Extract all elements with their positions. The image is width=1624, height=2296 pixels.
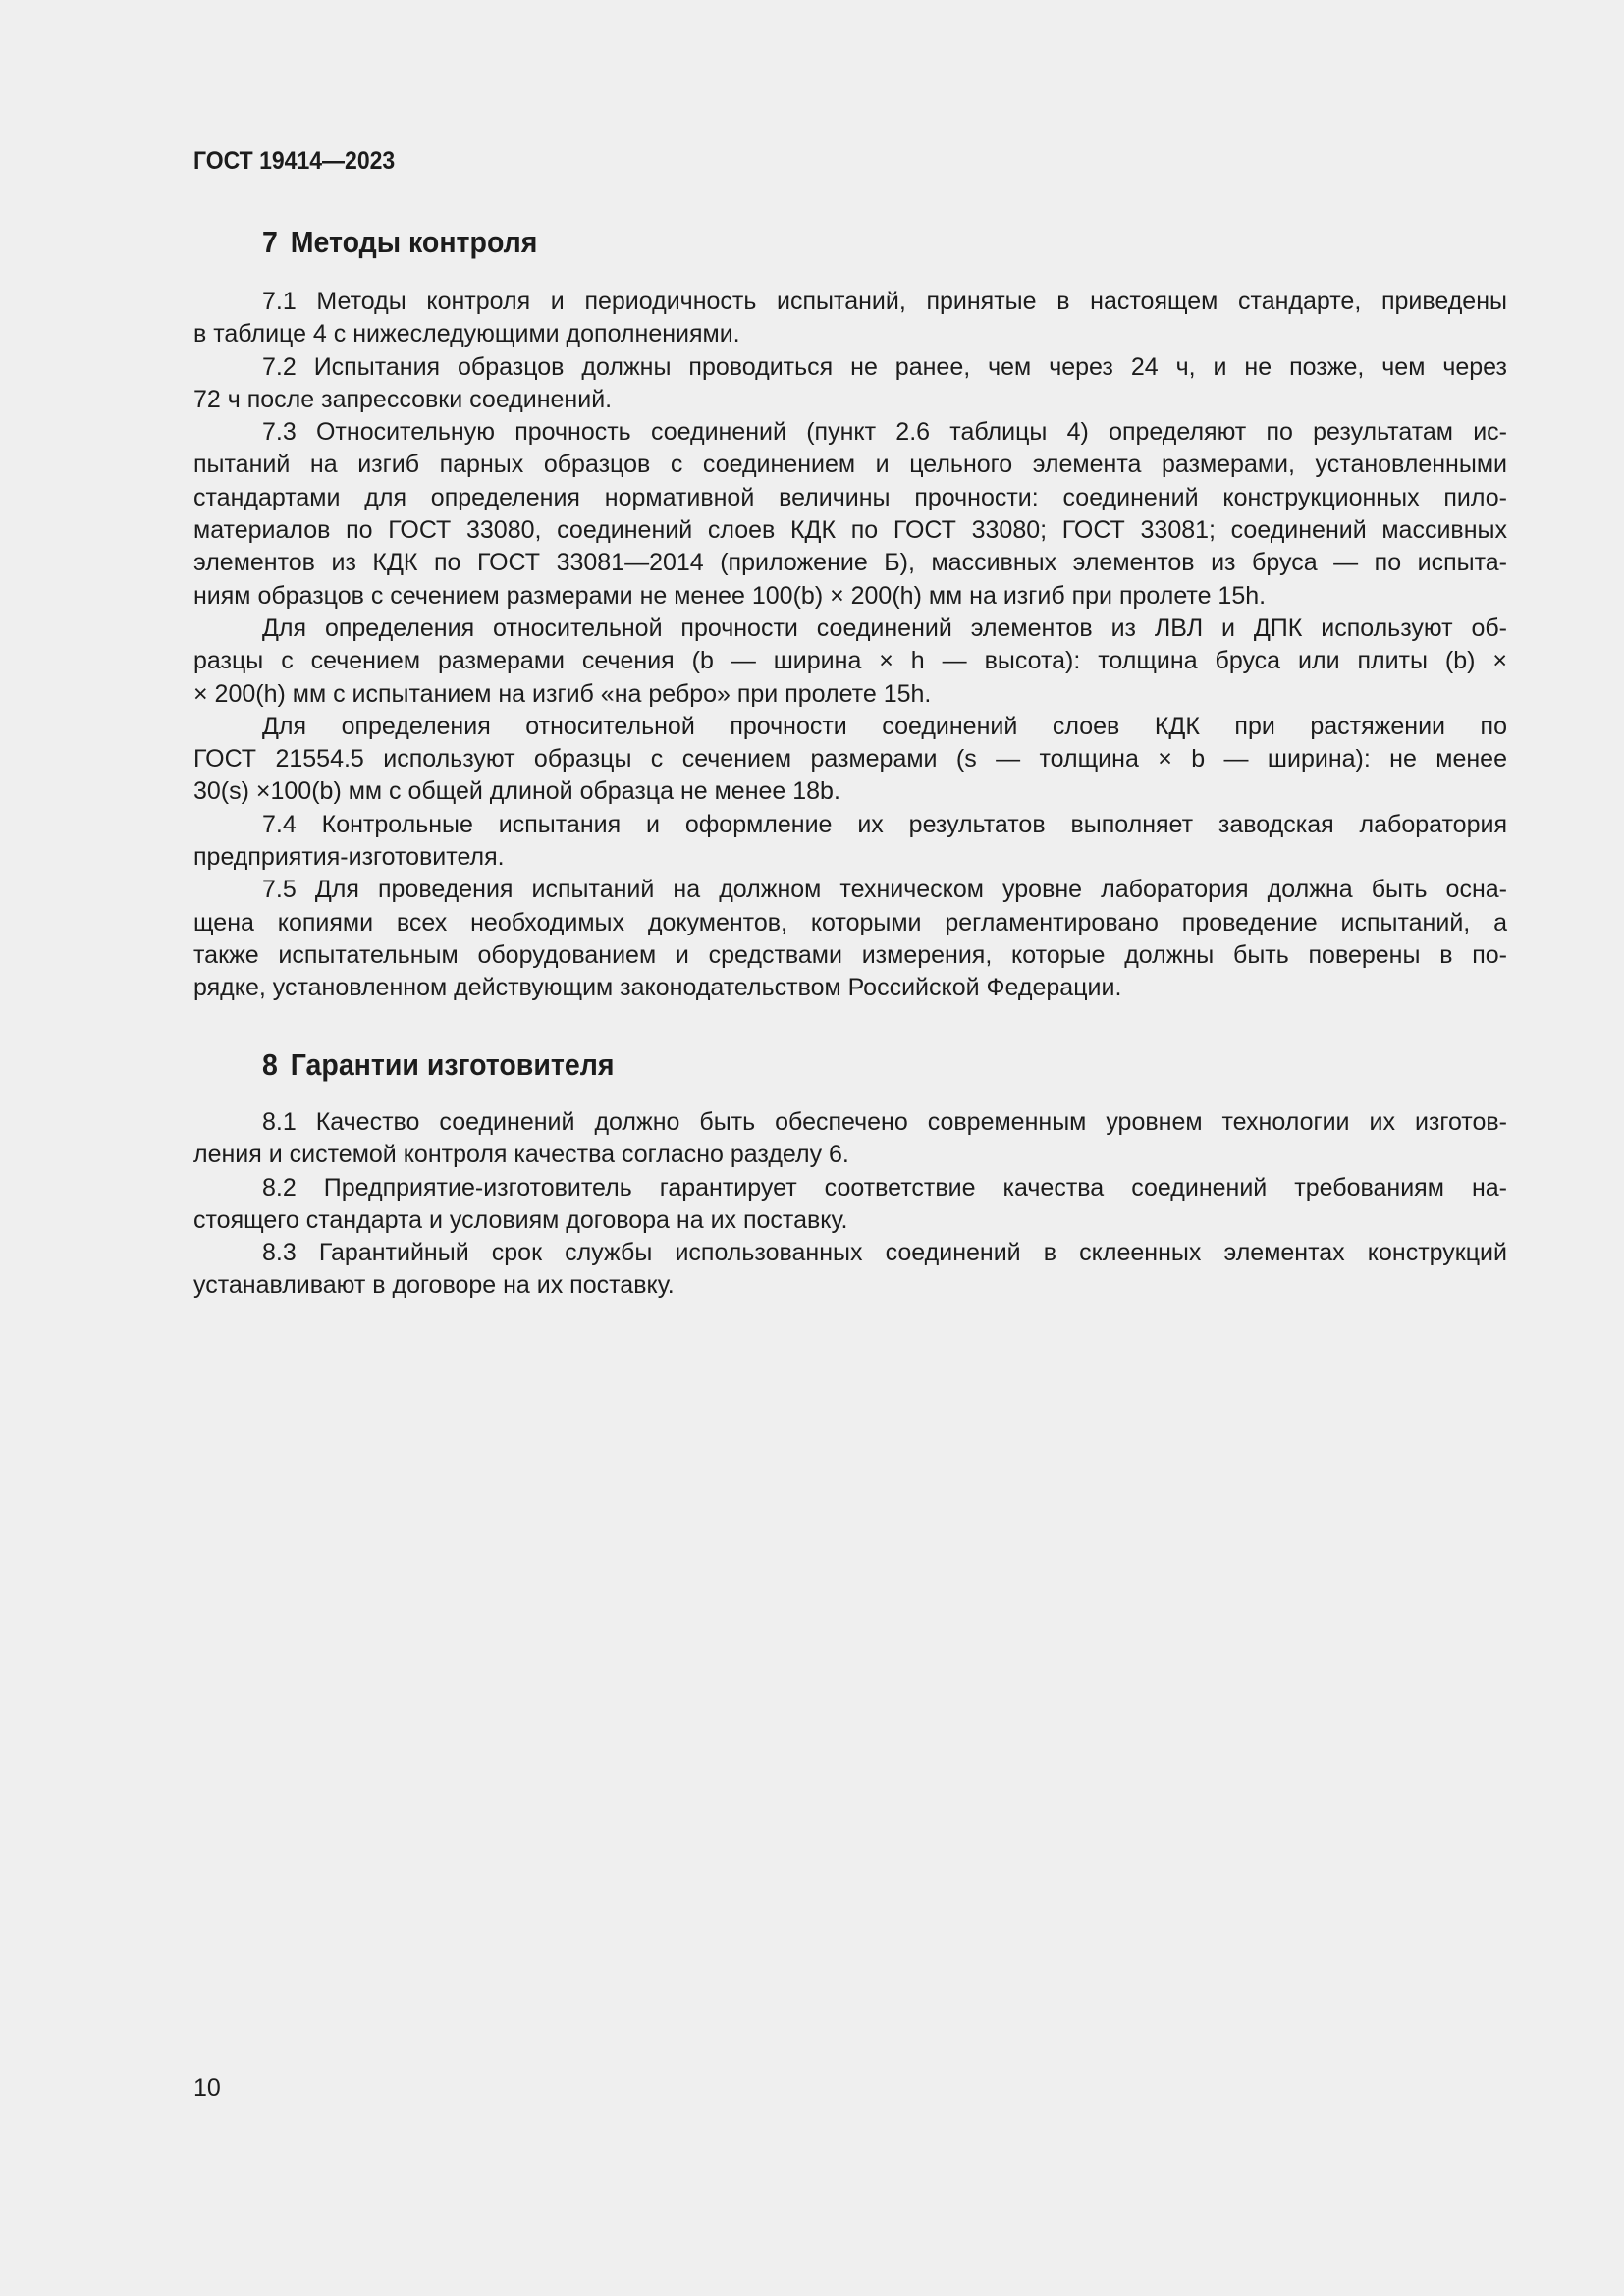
text-line: в таблице 4 с нижеследующими дополнениями. bbox=[193, 320, 740, 348]
text-line: Для определения относительной прочности соединений слоев КДК при растяжении по bbox=[262, 712, 1507, 740]
text-line: 8.2 Предприятие-изготовитель гарантирует соответствие качества соединений требованиям на- bbox=[262, 1173, 1507, 1201]
text-line: стандартами для определения нормативной величины прочности: соединений конструкционных пило- bbox=[193, 483, 1507, 511]
section-7-title bbox=[262, 225, 537, 260]
text-line: рядке, установленном действующим законодательством Российской Федерации. bbox=[193, 974, 1122, 1002]
text-line: 8.3 Гарантийный срок службы использованных соединений в склеенных элементах конструкций bbox=[262, 1239, 1507, 1267]
text-line: 8.1 Качество соединений должно быть обеспечено современным уровнем технологии их изготов- bbox=[262, 1108, 1507, 1136]
text-line: ления и системой контроля качества согласно разделу 6. bbox=[193, 1141, 849, 1169]
text-line: устанавливают в договоре на их поставку. bbox=[193, 1271, 675, 1300]
text-line: 7.3 Относительную прочность соединений (пункт 2.6 таблицы 4) определяют по результатам ис- bbox=[262, 418, 1507, 447]
section-number: 8 bbox=[262, 1047, 278, 1082]
text-line: предприятия-изготовителя. bbox=[193, 843, 505, 872]
text-line: разцы с сечением размерами сечения (b — ширина × h — высота): толщина бруса или плиты (b) × bbox=[193, 647, 1507, 675]
text-line: 7.4 Контрольные испытания и оформление их результатов выполняет заводская лаборатория bbox=[262, 810, 1507, 838]
text-line: ГОСТ 21554.5 используют образцы с сечением размерами (s — толщина × b — ширина): не менее bbox=[193, 745, 1507, 774]
text-line: 7.5 Для проведения испытаний на должном техническом уровне лаборатория должна быть осна- bbox=[262, 876, 1507, 904]
section-7-body bbox=[193, 286, 1507, 1005]
section-8-title bbox=[262, 1047, 614, 1083]
section-number: 7 bbox=[262, 225, 278, 259]
text-line: также испытательным оборудованием и средствами измерения, которые должны быть поверены в по- bbox=[193, 940, 1507, 969]
text-line: материалов по ГОСТ 33080, соединений слоев КДК по ГОСТ 33080; ГОСТ 33081; соединений массивных bbox=[193, 516, 1507, 545]
page-number: 10 bbox=[193, 2074, 221, 2102]
section-8-body bbox=[193, 1106, 1507, 1303]
text-line: ниям образцов с сечением размерами не менее 100(b) × 200(h) мм на изгиб при пролете 15h. bbox=[193, 581, 1267, 610]
text-line: 72 ч после запрессовки соединений. bbox=[193, 385, 613, 413]
text-line: 30(s) ×100(b) мм с общей длиной образца не менее 18b. bbox=[193, 777, 840, 806]
text-line: стоящего стандарта и условиям договора на их поставку. bbox=[193, 1205, 848, 1234]
section-heading: Методы контроля bbox=[290, 225, 538, 259]
text-line: 7.2 Испытания образцов должны проводиться не ранее, чем через 24 ч, и не позже, чем через bbox=[262, 352, 1507, 381]
document-code-header: ГОСТ 19414—2023 bbox=[193, 147, 396, 175]
section-heading: Гарантии изготовителя bbox=[290, 1047, 615, 1082]
text-line: 7.1 Методы контроля и периодичность испытаний, принятые в настоящем стандарте, приведены bbox=[262, 288, 1507, 315]
text-line: пытаний на изгиб парных образцов с соединением и цельного элемента размерами, установленными bbox=[193, 451, 1507, 479]
text-line: элементов из КДК по ГОСТ 33081—2014 (приложение Б), массивных элементов из бруса — по испыта- bbox=[193, 549, 1507, 577]
text-line: Для определения относительной прочности соединений элементов из ЛВЛ и ДПК используют об- bbox=[262, 614, 1507, 642]
text-line: щена копиями всех необходимых документов, которыми регламентировано проведение испытаний, а bbox=[193, 908, 1507, 936]
text-line: × 200(h) мм с испытанием на изгиб «на ребро» при пролете 15h. bbox=[193, 679, 932, 708]
